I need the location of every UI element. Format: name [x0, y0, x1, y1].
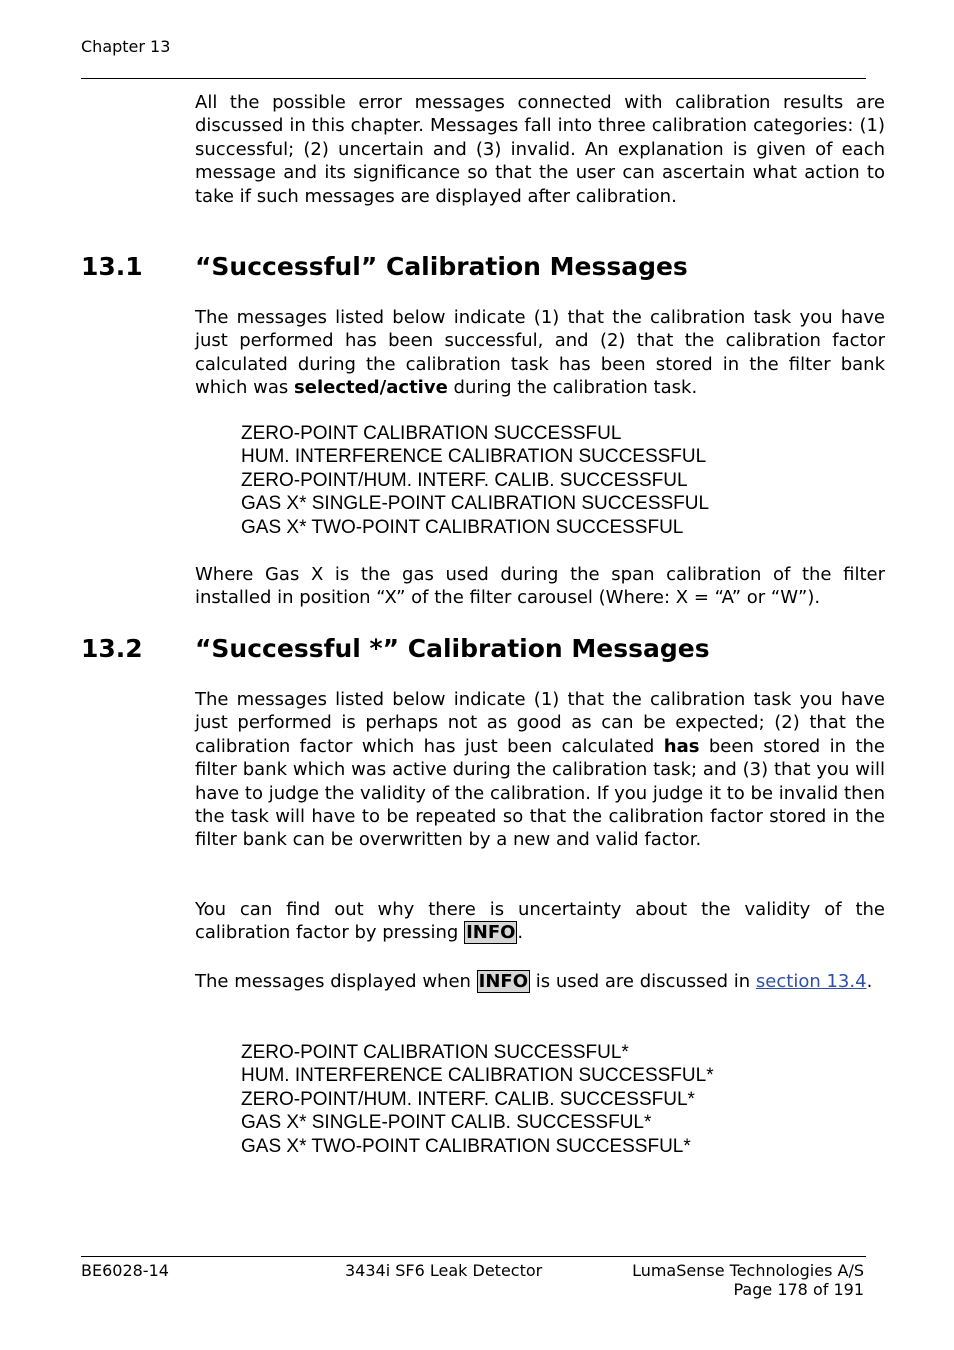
info-text-b: . — [517, 922, 524, 944]
message-item: HUM. INTERFERENCE CALIBRATION SUCCESSFUL* — [241, 1065, 714, 1087]
gas-x-note: Where Gas X is the gas used during the span calibration of the filter installed in position “X” of the filter carousel (Where: X = “A” or “W”). — [195, 564, 885, 609]
section-13-2-text-a: The messages listed below indicate (1) that the calibration task you have just performed is perhaps not as good as can be expected; (2) that the calibration factor which has just been calculated — [195, 689, 885, 757]
footer-rule — [81, 1256, 866, 1257]
selected-active-emphasis: selected/active — [294, 377, 448, 399]
message-item: ZERO-POINT CALIBRATION SUCCESSFUL* — [241, 1042, 629, 1063]
message-item: GAS X* SINGLE-POINT CALIBRATION SUCCESSFUL — [241, 493, 710, 515]
section-13-1-title: “Successful” Calibration Messages — [195, 252, 688, 281]
footer-product: 3434i SF6 Leak Detector — [345, 1261, 543, 1280]
message-item: HUM. INTERFERENCE CALIBRATION SUCCESSFUL — [241, 446, 707, 468]
footer-company: LumaSense Technologies A/S — [632, 1261, 864, 1280]
message-item: ZERO-POINT/HUM. INTERF. CALIB. SUCCESSFUL — [241, 469, 688, 491]
section-13-2-paragraph-2 — [195, 898, 885, 945]
section-13-4-link[interactable]: section 13.4 — [755, 971, 867, 992]
info-key: INFO — [478, 971, 529, 992]
successful-star-messages-list — [241, 1041, 714, 1158]
section-13-2-text-b: been stored in the filter bank which was active during the calibration task; and (3) that you will have to judge the validity of the calibration. If you judge it to be invalid then the task will have to be repeated so that the calibration factor stored in the filter bank can be overwritten by a new and valid factor. — [195, 735, 885, 851]
intro-paragraph: All the possible error messages connected with calibration results are discussed in this chapter. Messages fall into three calibration categories: (1) successful; (2) uncertain and (3) invalid. An explanation is given of each message and its significance so that the user can ascertain what action to take if such messages are displayed after calibration. — [195, 92, 885, 207]
section-13-2-paragraph-3 — [195, 970, 885, 993]
section-13-1-number: 13.1 — [81, 252, 143, 281]
successful-messages-list — [241, 422, 709, 539]
info-ref-text-a: The messages displayed when — [195, 971, 477, 992]
header-rule — [81, 78, 866, 79]
footer-doc-code: BE6028-14 — [81, 1261, 169, 1280]
section-13-1-paragraph — [195, 306, 885, 400]
has-emphasis: has — [663, 735, 700, 757]
info-key: INFO — [466, 922, 516, 944]
section-13-1-heading — [81, 252, 688, 282]
info-text-a: You can find out why there is uncertainty about the validity of the calibration factor by pressing — [195, 899, 885, 944]
running-header-chapter: Chapter 13 — [81, 37, 171, 56]
info-ref-text-b: is used are discussed in — [530, 971, 756, 992]
message-item: ZERO-POINT CALIBRATION SUCCESSFUL — [241, 423, 622, 444]
message-item: GAS X* TWO-POINT CALIBRATION SUCCESSFUL — [241, 516, 684, 538]
section-13-2-title: “Successful *” Calibration Messages — [195, 634, 710, 663]
section-13-1-text-b: during the calibration task. — [447, 377, 698, 399]
section-13-2-number: 13.2 — [81, 634, 143, 663]
section-13-2-paragraph-1 — [195, 688, 885, 852]
message-item: ZERO-POINT/HUM. INTERF. CALIB. SUCCESSFUL* — [241, 1088, 695, 1110]
section-13-2-heading — [81, 634, 710, 664]
info-ref-text-c: . — [866, 971, 873, 992]
message-item: GAS X* TWO-POINT CALIBRATION SUCCESSFUL* — [241, 1135, 691, 1157]
footer-page-number: Page 178 of 191 — [733, 1280, 864, 1299]
section-13-1-text-a: The messages listed below indicate (1) that the calibration task you have just performed has been successful, and (2) that the calibration factor calculated during the calibration task has been stored in the filter bank which was — [195, 307, 885, 399]
message-item: GAS X* SINGLE-POINT CALIB. SUCCESSFUL* — [241, 1112, 652, 1134]
